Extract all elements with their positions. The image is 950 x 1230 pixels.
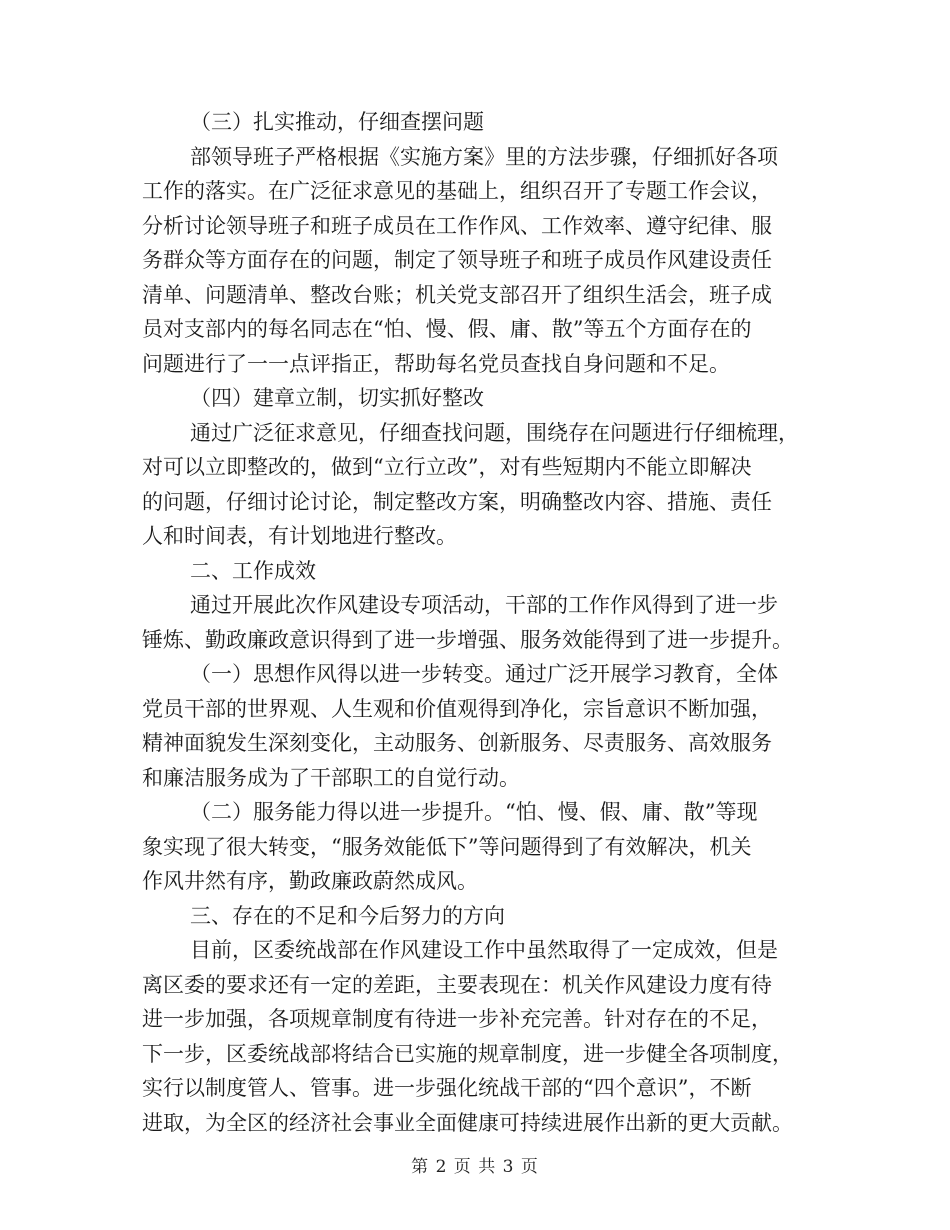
body-paragraph: 目前，区委统战部在作风建设工作中虽然取得了一定成效，但是 离区委的要求还有一定的差距，主要表现在：机关作风建设力度有待 进一步加强，各项规章制度有待进一步补充完善。针对存在的不足， 下一步，区委统战部将结合已实施的规章制度，进一步健全各项制度， 实行以制度管人、管事。进一步强化统战干部的“四个意识”，不断 进取，为全区的经济社会事业全面健康可持续进展作出新的更大贡献。 <box>142 938 793 1135</box>
section-heading-results: 二、工作成效 <box>190 558 316 583</box>
section-heading-4: （四）建章立制，切实抓好整改 <box>190 386 484 410</box>
body-paragraph: 通过广泛征求意见，仔细查找问题，围绕存在问题进行仔细梳理， 对可以立即整改的，做到“立行立改”，对有些短期内不能立即解决 的问题，仔细讨论讨论，制定整改方案，明确整改内容、措施、责任 人和时间表，有计划地进行整改。 <box>142 420 799 548</box>
document-body <box>142 105 802 1140</box>
body-paragraph: 部领导班子严格根据《实施方案》里的方法步骤，仔细抓好各项 工作的落实。在广泛征求意见的基础上，组织召开了专题工作会议， 分析讨论领导班子和班子成员在工作作风、工作效率、遵守纪律、服 务群众等方面存在的问题，制定了领导班子和班子成员作风建设责任 清单、问题清单、整改台账；机关党支部召开了组织生活会，班子成 员对支部内的每名同志在“怕、慢、假、庸、散”等五个方面存在的 问题进行了一一点评指正，帮助每名党员查找自身问题和不足。 <box>142 144 778 376</box>
body-paragraph: （二）服务能力得以进一步提升。“怕、慢、假、庸、散”等现 象实现了很大转变，“服务效能低下”等问题得到了有效解决，机关 作风井然有序，勤政廉政蔚然成风。 <box>142 800 758 893</box>
section-heading-3: （三）扎实推动，仔细查摆问题 <box>190 110 484 134</box>
section-heading-shortcomings: 三、存在的不足和今后努力的方向 <box>190 903 505 928</box>
body-paragraph: （一）思想作风得以进一步转变。通过广泛开展学习教育，全体 党员干部的世界观、人生观和价值观得到净化，宗旨意识不断加强， 精神面貌发生深刻变化，主动服务、创新服务、尽责服务、高效服务 和廉洁服务成为了干部职工的自觉行动。 <box>142 662 778 790</box>
body-paragraph: 通过开展此次作风建设专项活动，干部的工作作风得到了进一步 锤炼、勤政廉政意识得到了进一步增强、服务效能得到了进一步提升。 <box>142 593 793 652</box>
page-number-footer: 第 2 页 共 3 页 <box>411 1157 539 1177</box>
